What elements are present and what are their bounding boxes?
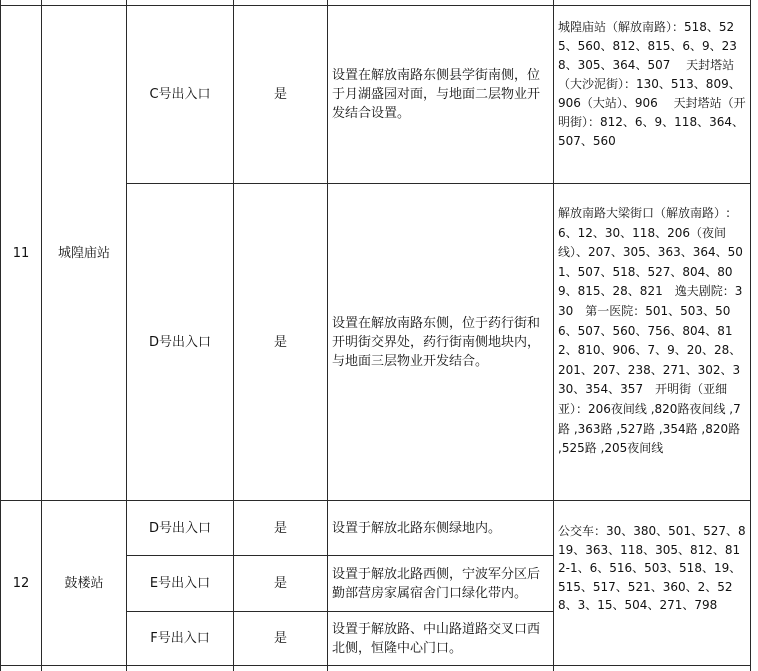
- station-name: [42, 501, 126, 665]
- exit-name-text: F号出入口: [150, 631, 210, 646]
- exit-description-text: 设置于解放北路东侧绿地内。: [332, 520, 502, 536]
- station-name: [42, 6, 126, 500]
- bus-routes: [554, 522, 750, 665]
- exit-name: [127, 612, 233, 665]
- exit-description-text: 设置于解放路、中山路道路交叉口西北侧，恒隆中心门口。: [332, 621, 541, 656]
- grid-line: [750, 0, 751, 671]
- exit-description-text: 设置于解放北路西侧，宁波军分区后勤部营房家属宿舍门口绿化带内。: [332, 566, 541, 601]
- exit-name: [127, 6, 233, 183]
- exit-flag: [234, 612, 327, 665]
- station-name-text: 城隍庙站: [57, 245, 110, 261]
- exit-description-text: 设置在解放南路东侧，位于药行街和开明街交界处，药行街南侧地块内，与地面三层物业开发结合。: [332, 315, 541, 369]
- row-number: [1, 6, 41, 500]
- exit-description: [328, 6, 553, 183]
- row-number-text: 12: [12, 575, 30, 591]
- exit-description: [328, 184, 553, 500]
- exit-name-text: E号出入口: [149, 576, 211, 591]
- exit-flag: [234, 6, 327, 183]
- exit-name: [127, 556, 233, 611]
- exit-flag-text: 是: [273, 520, 287, 536]
- exit-description: [328, 556, 553, 611]
- exit-description: [328, 501, 553, 555]
- exit-description: [328, 612, 553, 665]
- exit-flag-text: 是: [273, 334, 287, 350]
- row-number: [1, 501, 41, 665]
- exit-flag-text: 是: [273, 576, 287, 591]
- exit-flag: [234, 501, 327, 555]
- station-name-text: 鼓楼站: [64, 575, 104, 591]
- bus-routes: [554, 18, 750, 183]
- exit-name: [127, 184, 233, 500]
- exit-flag: [234, 184, 327, 500]
- bus-routes: [554, 204, 750, 500]
- bus-routes-text: 城隍庙站（解放南路）：518、525、560、812、815、6、9、238、305、364、507 天封塔站（大沙泥街）：130、513、809、906（大站）、906 天封塔站（开明街）：812、6、9、118、364、507、560: [558, 20, 746, 148]
- bus-routes-text: 公交车：30、380、501、527、819、363、118、305、812、812-1、6、516、503、518、19、515、517、521、360、2、528、3、15、504、271、798: [558, 524, 746, 612]
- exit-flag: [234, 556, 327, 611]
- bus-routes-text: 解放南路大梁街口（解放南路）:6、12、30、118、206（夜间线）、207、305、363、364、501、507、518、527、804、809、815、28、821 逸夫剧院：330 第一医院：501、503、506、507、560、756、804、812、810、906、7、9、20、28、201、207、238、271、302、330、354、357 开明街（亚细亚）：206夜间线 ,820路夜间线 ,7路 ,363路 ,527路 ,354路 ,820路 ,525路 ,205夜间线: [558, 206, 744, 456]
- exit-name-text: D号出入口: [148, 520, 211, 536]
- exit-name: [127, 501, 233, 555]
- exit-flag-text: 是: [273, 87, 287, 102]
- exit-name-text: D号出入口: [148, 334, 211, 350]
- exit-flag-text: 是: [273, 631, 287, 646]
- grid-line: [0, 665, 751, 666]
- row-number-text: 11: [12, 245, 30, 261]
- exit-name-text: C号出入口: [149, 87, 211, 102]
- exit-description-text: 设置在解放南路东侧县学街南侧，位于月湖盛园对面，与地面二层物业开发结合设置。: [332, 68, 541, 121]
